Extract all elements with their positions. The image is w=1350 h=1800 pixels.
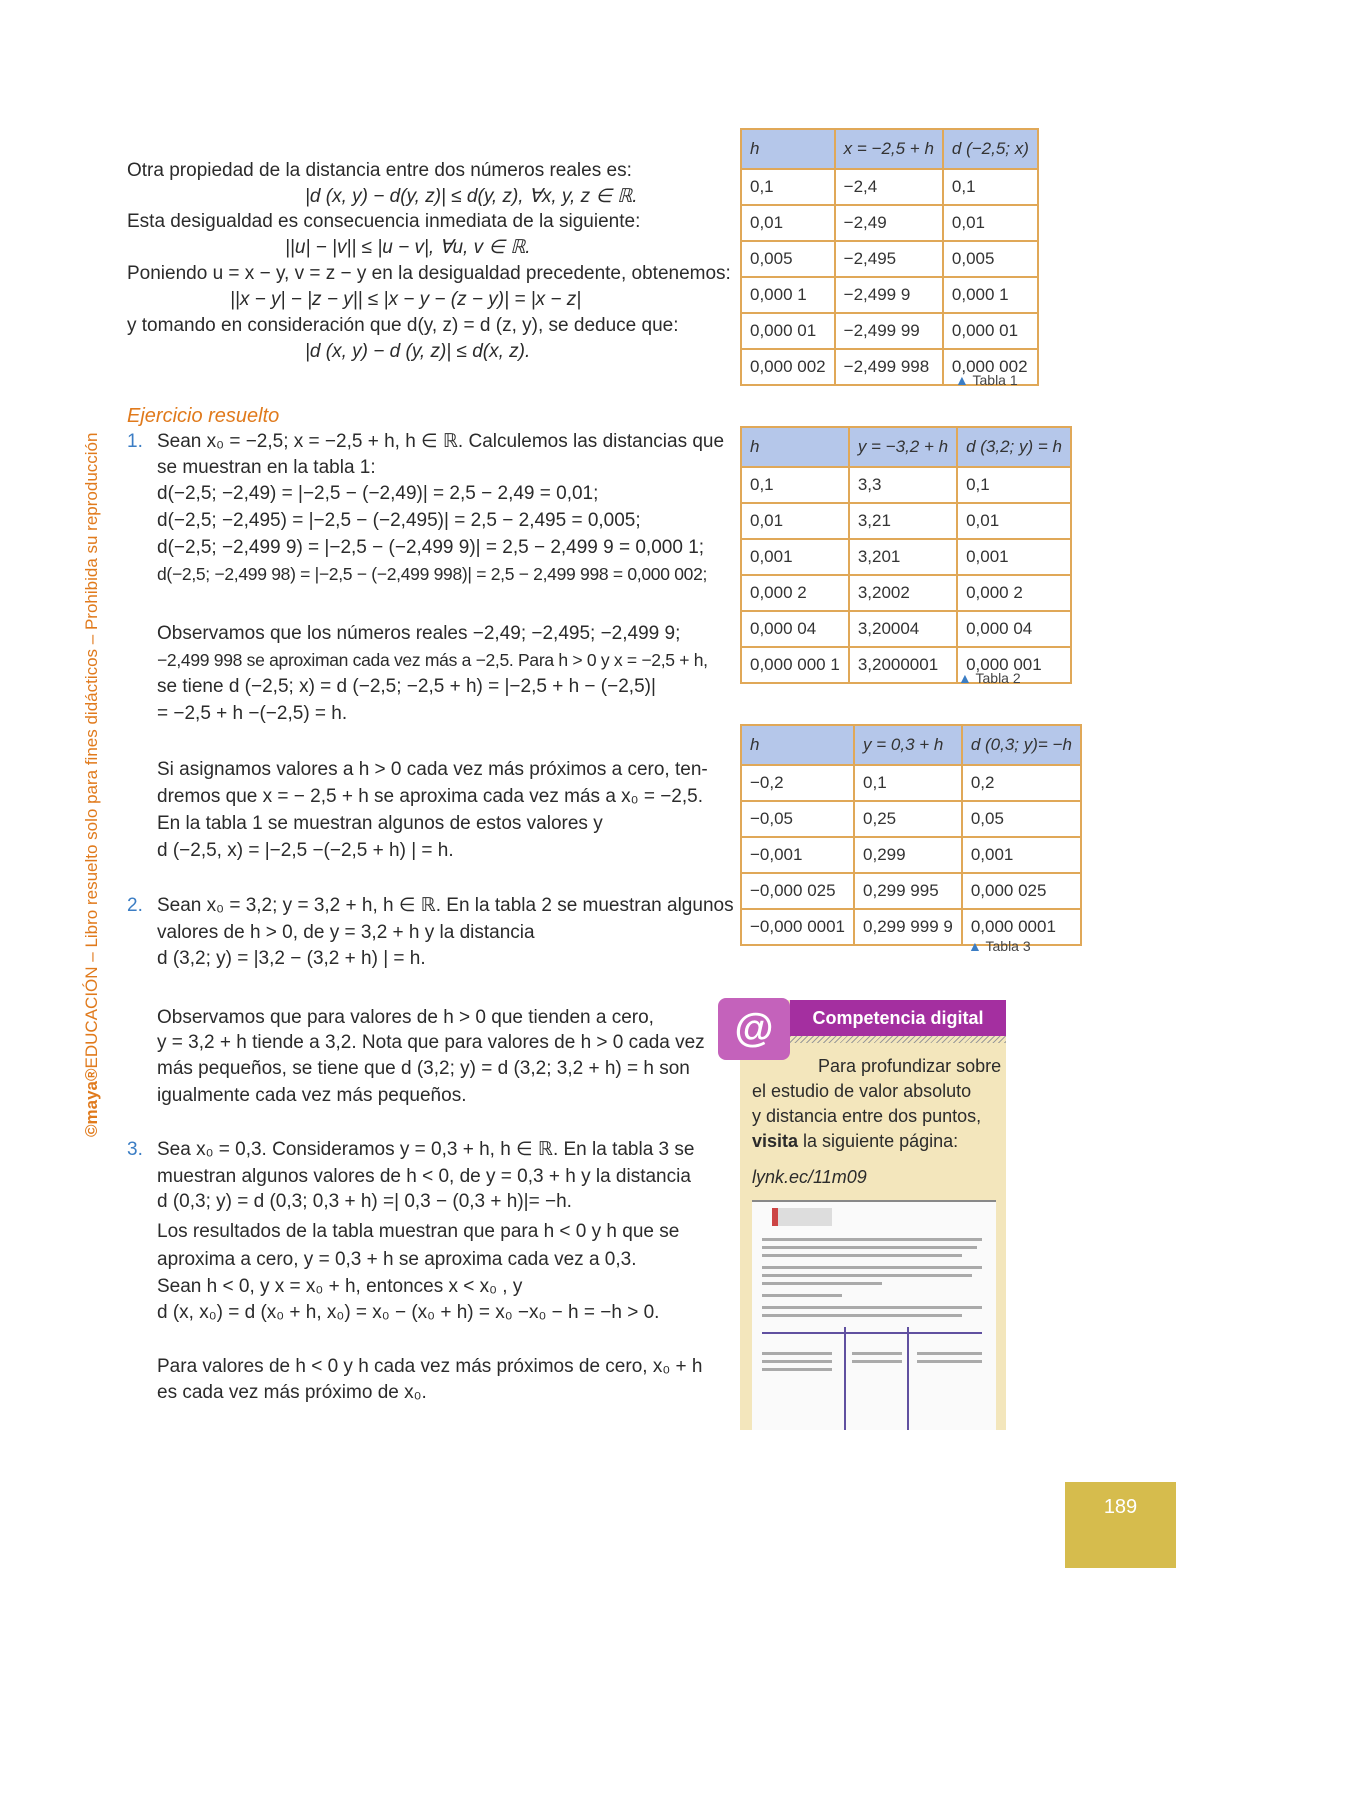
header-cell: y = −3,2 + h xyxy=(849,427,957,467)
text-line: Si asignamos valores a h > 0 cada vez más próximos a cero, ten- xyxy=(157,759,708,780)
table-row xyxy=(741,539,1071,575)
cell: 0,000 04 xyxy=(957,611,1071,647)
text-line: d(−2,5; −2,49) = |−2,5 − (−2,49)| = 2,5 − 2,49 = 0,01; xyxy=(157,483,599,504)
table-row xyxy=(741,205,1038,241)
website-screenshot-thumbnail xyxy=(752,1200,996,1430)
cell: 3,3 xyxy=(849,467,957,503)
text-line: d(−2,5; −2,499 9) = |−2,5 − (−2,499 9)| = 2,5 − 2,499 9 = 0,000 1; xyxy=(157,537,705,558)
triangle-icon: ▲ xyxy=(968,938,982,954)
cell: 0,1 xyxy=(943,169,1038,205)
text-line: muestran algunos valores de h < 0, de y = 0,3 + h y la distancia xyxy=(157,1166,691,1187)
cell: 3,2000001 xyxy=(849,647,957,683)
box-text: el estudio de valor absoluto xyxy=(752,1081,972,1101)
exercise-number: 2. xyxy=(127,895,143,916)
text-line: valores de h > 0, de y = 3,2 + h y la distancia xyxy=(157,922,535,943)
cell: 0,1 xyxy=(741,467,849,503)
cell: 0,01 xyxy=(741,205,835,241)
cell: 0,000 2 xyxy=(957,575,1071,611)
header-cell: h xyxy=(741,725,854,765)
formula: ||u| − |v|| ≤ |u − v|, ∀u, v ∈ ℝ. xyxy=(285,237,531,258)
cell: 0,2 xyxy=(962,765,1081,801)
website-link[interactable]: lynk.ec/11m09 xyxy=(752,1167,867,1187)
cell: 0,005 xyxy=(741,241,835,277)
table-row xyxy=(741,611,1071,647)
text-line: d (0,3; y) = d (0,3; 0,3 + h) =| 0,3 − (0,3 + h)|= −h. xyxy=(157,1191,572,1212)
formula: ||x − y| − |z − y|| ≤ |x − y − (z − y)| = |x − z| xyxy=(230,289,582,310)
table-row xyxy=(741,647,1071,683)
cell: −0,2 xyxy=(741,765,854,801)
cell: −0,001 xyxy=(741,837,854,873)
cell: 0,01 xyxy=(741,503,849,539)
cell: −0,000 0001 xyxy=(741,909,854,945)
formula: |d (x, y) − d(y, z)| ≤ d(y, z), ∀x, y, z ∈ ℝ. xyxy=(305,186,638,207)
cell: 0,000 0001 xyxy=(962,909,1081,945)
text-line: Observamos que para valores de h > 0 que tienden a cero, xyxy=(157,1007,654,1028)
intro-text: Otra propiedad de la distancia entre dos números reales es: xyxy=(127,160,632,181)
cell: 0,01 xyxy=(957,503,1071,539)
text-line: = −2,5 + h −(−2,5) = h. xyxy=(157,703,348,724)
text-line: Sean x₀ = −2,5; x = −2,5 + h, h ∈ ℝ. Calculemos las distancias que xyxy=(157,431,725,452)
box-text: visita la siguiente página: xyxy=(752,1131,959,1151)
cell: 3,20004 xyxy=(849,611,957,647)
cell: 0,000 1 xyxy=(741,277,835,313)
table-row xyxy=(741,313,1038,349)
side-copyright-text: ©maya®EDUCACIÓN – Libro resuelto solo para fines didácticos – Prohibida su reproducción xyxy=(82,432,101,1137)
cell: −0,05 xyxy=(741,801,854,837)
text-line: d(−2,5; −2,499 98) = |−2,5 − (−2,499 998)| = 2,5 − 2,499 998 = 0,000 002; xyxy=(157,564,708,584)
text-line: igualmente cada vez más pequeños. xyxy=(157,1085,467,1106)
table-row xyxy=(741,873,1081,909)
box-text: Para profundizar sobre xyxy=(818,1056,1002,1076)
table-caption: ▲ Tabla 2 xyxy=(958,670,1021,686)
cell: 0,000 01 xyxy=(943,313,1038,349)
cell: 0,001 xyxy=(741,539,849,575)
table-row xyxy=(741,801,1081,837)
section-title: Ejercicio resuelto xyxy=(127,405,280,427)
text-line: se tiene d (−2,5; x) = d (−2,5; −2,5 + h) = |−2,5 + h − (−2,5)| xyxy=(157,676,656,697)
text-line: es cada vez más próximo de x₀. xyxy=(157,1382,427,1403)
text-line: d(−2,5; −2,495) = |−2,5 − (−2,495)| = 2,5 − 2,495 = 0,005; xyxy=(157,510,641,531)
table-caption: ▲ Tabla 1 xyxy=(955,372,1018,388)
text-line: Observamos que los números reales −2,49; −2,495; −2,499 9; xyxy=(157,623,681,644)
cell: 0,000 001 xyxy=(957,647,1071,683)
cell: 0,001 xyxy=(957,539,1071,575)
table-row xyxy=(741,837,1081,873)
table-row xyxy=(741,277,1038,313)
intro-text: y tomando en consideración que d(y, z) = d (z, y), se deduce que: xyxy=(127,315,679,336)
table-3 xyxy=(740,724,1082,946)
header-cell: h xyxy=(741,427,849,467)
cell: 0,1 xyxy=(957,467,1071,503)
text-line: Los resultados de la tabla muestran que para h < 0 y h que se xyxy=(157,1221,680,1242)
cell: −0,000 025 xyxy=(741,873,854,909)
cell: 0,000 002 xyxy=(943,349,1038,385)
cell: 0,1 xyxy=(854,765,962,801)
header-cell: y = 0,3 + h xyxy=(854,725,962,765)
cell: 0,000 04 xyxy=(741,611,849,647)
text-line: Sean h < 0, y x = x₀ + h, entonces x < x₀ , y xyxy=(157,1276,523,1297)
triangle-icon: ▲ xyxy=(958,670,972,686)
text-line: dremos que x = − 2,5 + h se aproxima cada vez más a x₀ = −2,5. xyxy=(157,786,703,807)
text-line: aproxima a cero, y = 0,3 + h se aproxima cada vez a 0,3. xyxy=(157,1249,637,1270)
cell: 3,201 xyxy=(849,539,957,575)
cell: 0,000 1 xyxy=(943,277,1038,313)
header-cell: d (3,2; y) = h xyxy=(957,427,1071,467)
cell: 0,299 999 9 xyxy=(854,909,962,945)
table-row xyxy=(741,503,1071,539)
cell: 0,299 995 xyxy=(854,873,962,909)
table-1 xyxy=(740,128,1039,386)
cell: 0,25 xyxy=(854,801,962,837)
hatch-divider xyxy=(790,1036,1006,1043)
text-line: En la tabla 1 se muestran algunos de estos valores y xyxy=(157,813,603,834)
text-line: d (3,2; y) = |3,2 − (3,2 + h) | = h. xyxy=(157,948,426,969)
header-cell: h xyxy=(741,129,835,169)
cell: 0,000 01 xyxy=(741,313,835,349)
text-line: Para valores de h < 0 y h cada vez más próximos de cero, x₀ + h xyxy=(157,1356,703,1377)
at-sign-icon: @ xyxy=(718,998,790,1060)
text-line: Sea x₀ = 0,3. Consideramos y = 0,3 + h, h ∈ ℝ. En la tabla 3 se xyxy=(157,1139,695,1160)
table-row xyxy=(741,241,1038,277)
intro-text: Poniendo u = x − y, v = z − y en la desigualdad precedente, obtenemos: xyxy=(127,263,731,284)
text-line: Sean x₀ = 3,2; y = 3,2 + h, h ∈ ℝ. En la tabla 2 se muestran algunos xyxy=(157,895,734,916)
cell: 3,21 xyxy=(849,503,957,539)
cell: −2,495 xyxy=(835,241,943,277)
page-number: 189 xyxy=(1065,1482,1176,1568)
formula: |d (x, y) − d (y, z)| ≤ d(x, z). xyxy=(305,341,531,362)
text-line: se muestran en la tabla 1: xyxy=(157,457,376,478)
table-row xyxy=(741,575,1071,611)
cell: 0,000 2 xyxy=(741,575,849,611)
cell: 0,001 xyxy=(962,837,1081,873)
text-line: −2,499 998 se aproximan cada vez más a −2,5. Para h > 0 y x = −2,5 + h, xyxy=(157,650,708,670)
cell: −2,499 9 xyxy=(835,277,943,313)
triangle-icon: ▲ xyxy=(955,372,969,388)
digital-box-title: Competencia digital xyxy=(790,1000,1006,1036)
intro-text: Esta desigualdad es consecuencia inmediata de la siguiente: xyxy=(127,211,641,232)
header-cell: x = −2,5 + h xyxy=(835,129,943,169)
cell: −2,4 xyxy=(835,169,943,205)
header-cell: d (−2,5; x) xyxy=(943,129,1038,169)
cell: 0,000 002 xyxy=(741,349,835,385)
text-line: más pequeños, se tiene que d (3,2; y) = d (3,2; 3,2 + h) = h son xyxy=(157,1058,690,1079)
table-row xyxy=(741,467,1071,503)
cell: 0,01 xyxy=(943,205,1038,241)
exercise-number: 1. xyxy=(127,431,143,452)
box-text: y distancia entre dos puntos, xyxy=(752,1106,982,1126)
cell: −2,499 998 xyxy=(835,349,943,385)
cell: 0,005 xyxy=(943,241,1038,277)
cell: −2,499 99 xyxy=(835,313,943,349)
table-row xyxy=(741,765,1081,801)
text-line: d (x, x₀) = d (x₀ + h, x₀) = x₀ − (x₀ + h) = x₀ −x₀ − h = −h > 0. xyxy=(157,1302,660,1323)
table-row xyxy=(741,169,1038,205)
header-cell: d (0,3; y)= −h xyxy=(962,725,1081,765)
cell: −2,49 xyxy=(835,205,943,241)
cell: 0,000 025 xyxy=(962,873,1081,909)
cell: 0,05 xyxy=(962,801,1081,837)
table-caption: ▲ Tabla 3 xyxy=(968,938,1031,954)
text-line: d (−2,5, x) = |−2,5 −(−2,5 + h) | = h. xyxy=(157,840,454,861)
cell: 0,299 xyxy=(854,837,962,873)
cell: 3,2002 xyxy=(849,575,957,611)
exercise-number: 3. xyxy=(127,1139,143,1160)
text-line: y = 3,2 + h tiende a 3,2. Nota que para valores de h > 0 cada vez xyxy=(157,1032,705,1053)
table-2 xyxy=(740,426,1072,684)
cell: 0,000 000 1 xyxy=(741,647,849,683)
cell: 0,1 xyxy=(741,169,835,205)
